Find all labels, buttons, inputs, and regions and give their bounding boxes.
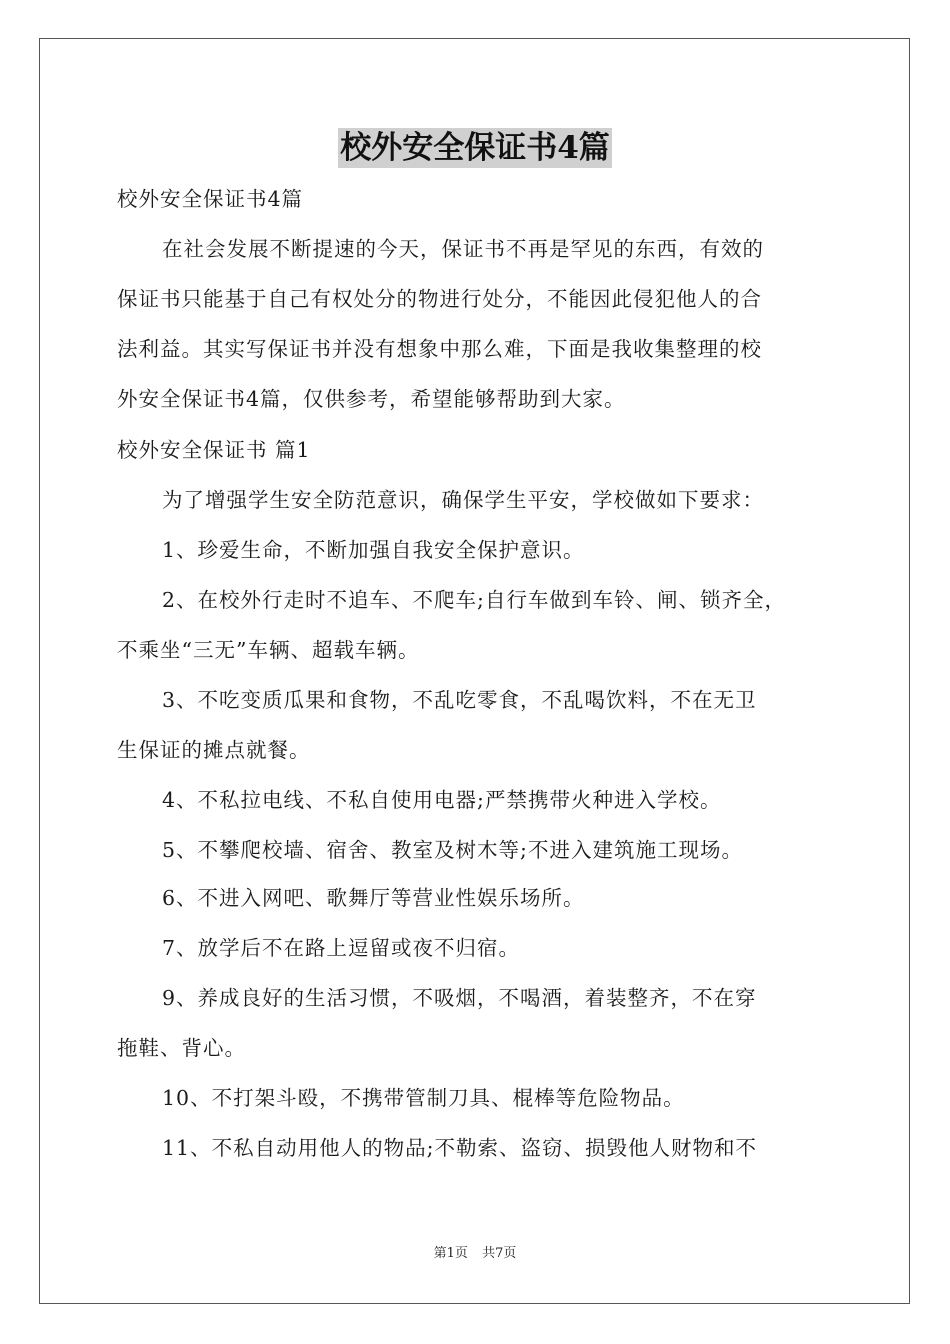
title-container <box>0 128 950 168</box>
list-item: 11、不私自动用他人的物品;不勒索、盗窃、损毁他人财物和不 <box>162 1136 757 1160</box>
list-item: 9、养成良好的生活习惯，不吸烟，不喝酒，着装整齐，不在穿 <box>162 986 757 1010</box>
page-border <box>39 38 910 1304</box>
page-number: 第1页 <box>433 1246 468 1261</box>
section-heading: 校外安全保证书 篇1 <box>117 438 311 462</box>
list-item: 5、不攀爬校墙、宿舍、教室及树木等;不进入建筑施工现场。 <box>162 838 743 862</box>
list-item: 3、不吃变质瓜果和食物，不乱吃零食，不乱喝饮料，不在无卫 <box>162 688 757 712</box>
list-item: 7、放学后不在路上逗留或夜不归宿。 <box>162 936 521 960</box>
paragraph-line: 法利益。其实写保证书并没有想象中那么难，下面是我收集整理的校 <box>117 337 762 361</box>
list-item: 10、不打架斗殴，不携带管制刀具、棍棒等危险物品。 <box>162 1086 685 1110</box>
list-item: 2、在校外行走时不追车、不爬车;自行车做到车铃、闸、锁齐全， <box>162 588 786 612</box>
list-item-continuation: 生保证的摊点就餐。 <box>117 738 311 762</box>
document-subtitle: 校外安全保证书4篇 <box>117 187 304 211</box>
list-item: 6、不进入网吧、歌舞厅等营业性娱乐场所。 <box>162 886 585 910</box>
list-item: 1、珍爱生命，不断加强自我安全保护意识。 <box>162 538 585 562</box>
page-footer <box>0 1242 950 1261</box>
paragraph-line: 在社会发展不断提速的今天，保证书不再是罕见的东西，有效的 <box>162 237 764 261</box>
paragraph-line: 为了增强学生安全防范意识，确保学生平安，学校做如下要求： <box>162 488 764 512</box>
paragraph-line: 保证书只能基于自己有权处分的物进行处分，不能因此侵犯他人的合 <box>117 287 762 311</box>
document-title: 校外安全保证书4篇 <box>340 130 610 166</box>
list-item: 4、不私拉电线、不私自使用电器;严禁携带火种进入学校。 <box>162 788 722 812</box>
paragraph-line: 外安全保证书4篇，仅供参考，希望能够帮助到大家。 <box>117 387 626 411</box>
page-total: 共7页 <box>482 1246 517 1261</box>
list-item-continuation: 不乘坐“三无”车辆、超载车辆。 <box>117 638 420 662</box>
list-item-continuation: 拖鞋、背心。 <box>117 1036 246 1060</box>
